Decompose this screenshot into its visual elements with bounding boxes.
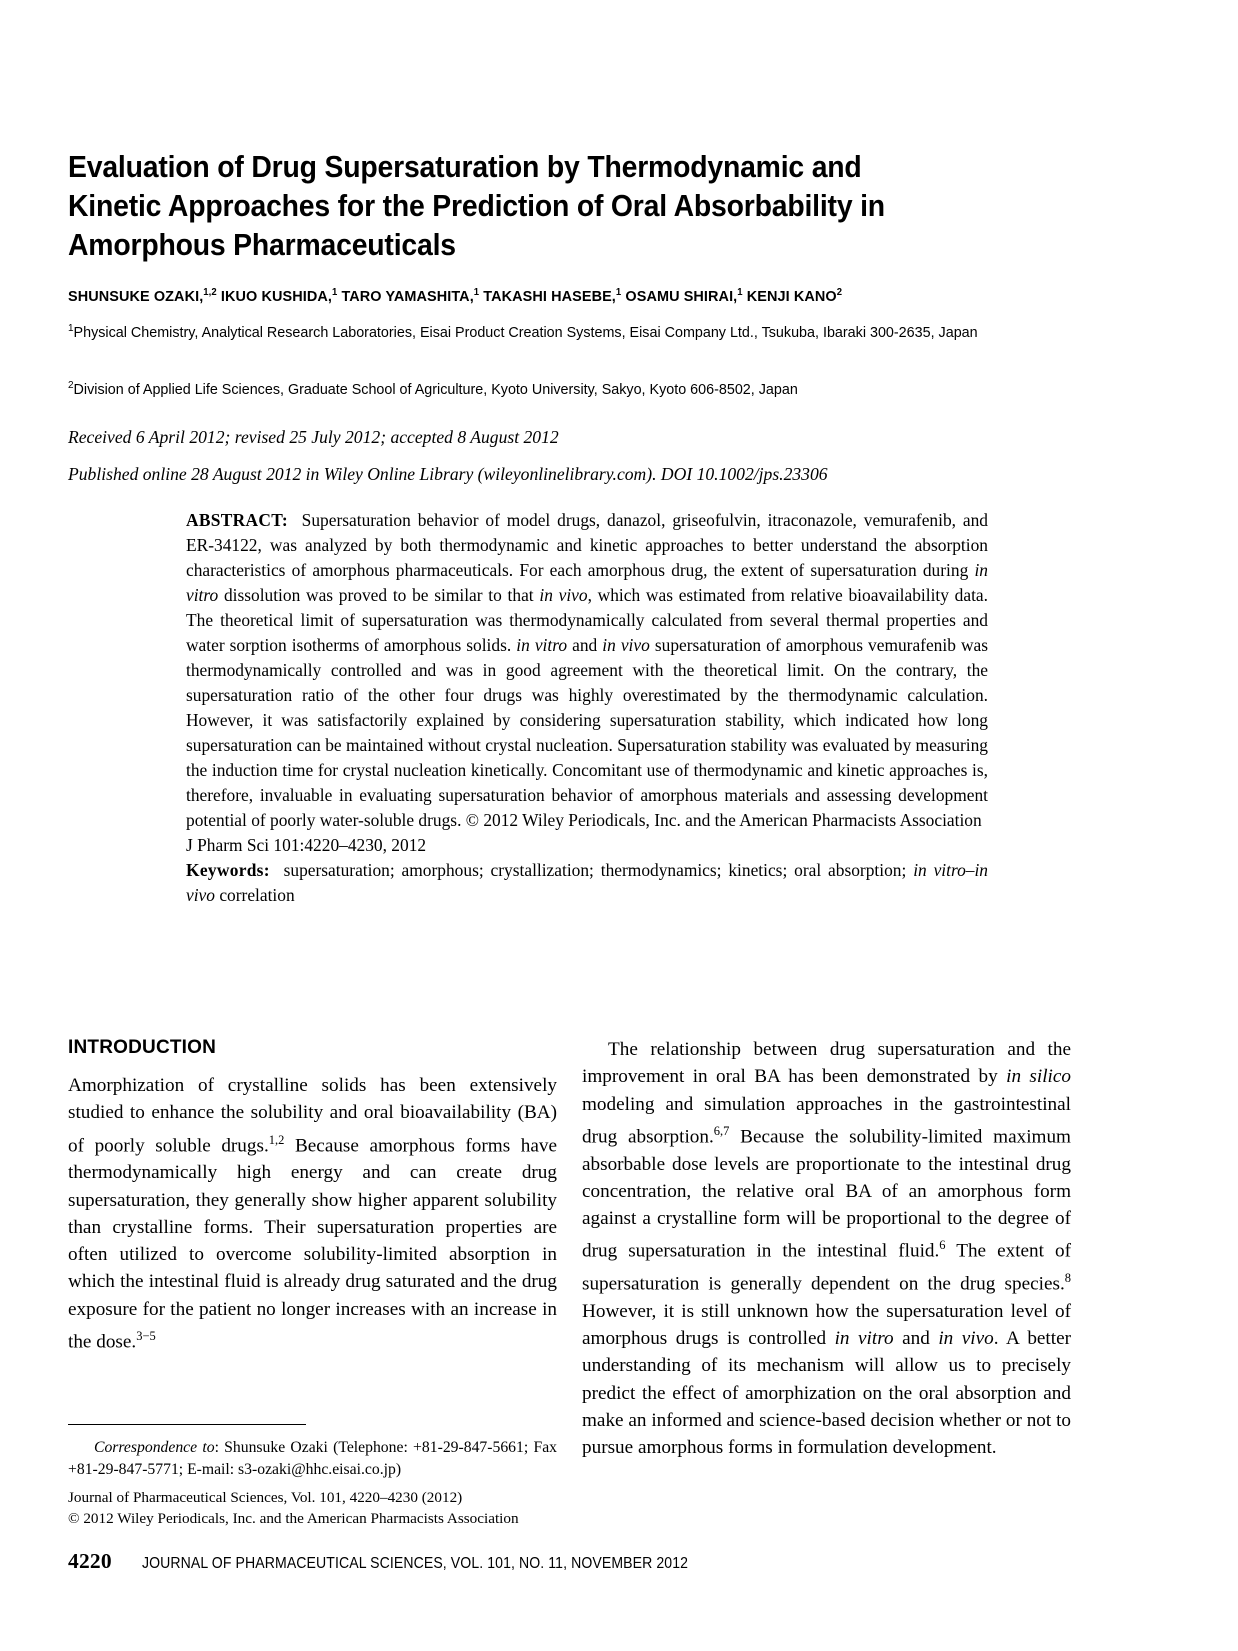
affiliation-2: $^2$Division of Applied Life Sciences, Graduate School of Agriculture, Kyoto University, Sakyo, Kyoto 606-8502, Japan	[68, 379, 798, 399]
intro-paragraph-2: The relationship between drug supersaturation and the improvement in oral BA has been demonstrated by in silico modeling and simulation approaches in the gastrointestinal drug absorption.$^{6,7}$ Because the solubility-limited maximum absorbable dose levels are proportionate to the intestinal drug concentration, the relative oral BA of an amorphous form against a crystalline form will be proportional to the degree of drug supersaturation in the intestinal fluid.$^6$ The extent of supersaturation is generally dependent on the drug species.$^8$ However, it is still unknown how the supersaturation level of amorphous drugs is controlled in vitro and in vivo. A better understanding of its mechanism will allow us to precisely predict the effect of amorphization on the oral absorption and make an informed and science-based decision whether or not to pursue amorphous forms in formulation development.	[582, 1039, 1071, 1459]
footer-page-number: 4220	[68, 1549, 112, 1573]
abstract-label: ABSTRACT:	[186, 510, 288, 530]
keywords-block	[186, 858, 988, 908]
footnote-journal-line: Journal of Pharmaceutical Sciences, Vol. 101, 4220–4230 (2012)	[68, 1489, 463, 1507]
keywords-text: supersaturation; amorphous; crystallization; thermodynamics; kinetics; oral absorption; in vitro–in vivo correlation	[186, 860, 989, 905]
body-column-left	[68, 1036, 557, 1356]
footnote-block	[68, 1424, 557, 1529]
keywords-label: Keywords:	[186, 860, 270, 880]
footer-running-title: JOURNAL OF PHARMACEUTICAL SCIENCES, VOL. 101, NO. 11, NOVEMBER 2012	[141, 1555, 688, 1572]
abstract-citation: J Pharm Sci 101:4220–4230, 2012	[186, 835, 427, 855]
page-footer	[68, 1549, 1068, 1574]
section-heading-introduction: INTRODUCTION	[68, 1037, 217, 1058]
published-online-doi: Published online 28 August 2012 in Wiley Online Library (wileyonlinelibrary.com). DOI 10.1002/jps.23306	[68, 464, 828, 484]
body-column-right	[582, 1036, 1071, 1462]
affiliation-1: $^1$Physical Chemistry, Analytical Research Laboratories, Eisai Product Creation Systems, Eisai Company Ltd., Tsukuba, Ibaraki 300-2635, Japan	[68, 322, 978, 342]
author-list: SHUNSUKE OZAKI,$^{1,2}$ IKUO KUSHIDA,$^1$ TARO YAMASHITA,$^1$ TAKASHI HASEBE,$^1$ OSAMU SHIRAI,$^1$ KENJI KANO$^2$	[68, 287, 843, 306]
footnote-copyright-line: © 2012 Wiley Periodicals, Inc. and the American Pharmacists Association	[68, 1510, 519, 1528]
abstract-text: Supersaturation behavior of model drugs, danazol, griseofulvin, itraconazole, vemurafenib, and ER-34122, was analyzed by both thermodynamic and kinetic approaches to better understand the absorption characteristics of amorphous pharmaceuticals. For each amorphous drug, the extent of supersaturation during in vitro dissolution was proved to be similar to that in vivo, which was estimated from relative bioavailability data. The theoretical limit of supersaturation was thermodynamically calculated from several thermal properties and water sorption isotherms of amorphous solids. in vitro and in vivo supersaturation of amorphous vemurafenib was thermodynamically controlled and was in good agreement with the theoretical limit. On the contrary, the supersaturation ratio of the other four drugs was highly overestimated by the thermodynamic calculation. However, it was satisfactorily explained by considering supersaturation stability, which indicated how long supersaturation can be maintained without crystal nucleation. Supersaturation stability was evaluated by measuring the induction time for crystal nucleation kinetically. Concomitant use of thermodynamic and kinetic approaches is, therefore, invaluable in evaluating supersaturation behavior of amorphous materials and assessing development potential of poorly water-soluble drugs. © 2012 Wiley Periodicals, Inc. and the American Pharmacists Association	[186, 510, 988, 830]
intro-paragraph-1: Amorphization of crystalline solids has been extensively studied to enhance the solubility and oral bioavailability (BA) of poorly soluble drugs.$^{1,2}$ Because amorphous forms have thermodynamically high energy and can create drug supersaturation, they generally show higher apparent solubility than crystalline forms. Their supersaturation properties are often utilized to overcome solubility-limited absorption in which the intestinal fluid is already drug saturated and the drug exposure for the patient no longer increases with an increase in the dose.$^{3-5}$	[68, 1075, 557, 1353]
received-dates: Received 6 April 2012; revised 25 July 2012; accepted 8 August 2012	[68, 427, 559, 447]
abstract-block	[186, 508, 988, 908]
correspondence-note: Correspondence to: Shunsuke Ozaki (Telephone: +81-29-847-5661; Fax +81-29-847-5771; E-mail: s3-ozaki@hhc.eisai.co.jp)	[68, 1439, 557, 1478]
page-title: Evaluation of Drug Supersaturation by Thermodynamic and Kinetic Approaches for the Prediction of Oral Absorbability in Amorphous Pharmaceuticals	[68, 150, 885, 263]
footnote-divider	[68, 1424, 306, 1425]
